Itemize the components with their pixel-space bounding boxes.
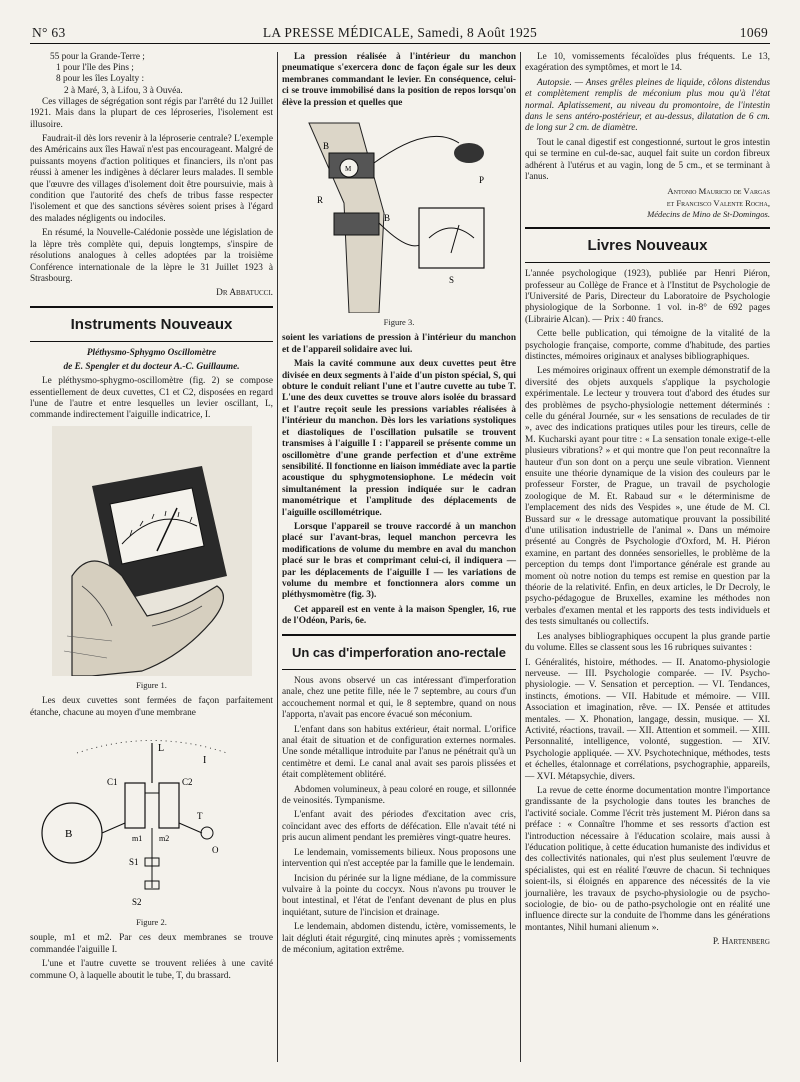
column-3 — [525, 52, 770, 955]
paragraph: Le 10, vomissements fécaloïdes plus fréquents. Le 13, exagération des symptômes, et mort le 14. — [525, 52, 770, 74]
figure-2-caption: Figure 2. — [136, 916, 167, 927]
paragraph: Cette belle publication, qui témoigne de la vitalité de la psychologie française, comporte, comme d'habitude, des parties distinctes, mémoires originaux et analyses bibliographiques. — [525, 329, 770, 362]
fig2-label: L — [157, 742, 164, 754]
section-header-box — [525, 227, 770, 263]
fig3-label: B — [384, 213, 391, 224]
signature: Dr Abbatucci. — [216, 288, 273, 299]
paragraph: Abdomen volumineux, à peau coloré en rouge, et sillonnée de veinosités. Tympanisme. — [282, 784, 516, 807]
fig2-label: T — [196, 810, 202, 821]
paragraph: La revue de cette énorme documentation montre l'importance grandissante de la psychologie dans toutes les branches de l'activité sociale. Comme l'écrit très justement M. Piéron dans sa préface : « Connaître l'homme et ses ressorts d'action est l'introduction nécessaire à l'éducation scolaire, mais aussi à l'éducation politique, à cette éducation humaniste des individus et des collectivités nationales, qui n'est plus seulement l'œuvre de spécialistes, qui est en réalité l'œuvre de chacun. Si techniques soient-ils, si éloignés en apparence des nécessités de la vie journalière, les travaux de psycho-physiologie ou de psycho-sociologie, de bio- ou de patho-psychologie ont en réalité une influence directe sur la conduite de l'homme dans les générations montantes, Nihil humani alienum ». — [525, 785, 770, 933]
paragraph: Le pléthysmo-sphygmo-oscillomètre (fig. 2) se compose essentiellement de deux cuvettes, C1 et C2, disposées en regard l'une de l'autre et entre lesquelles un levier oscillant, L, commande indirectement l'aiguille indicatrice, I. — [30, 376, 273, 421]
figure-1-illustration — [52, 426, 252, 676]
page-number: N° 63 — [32, 25, 66, 40]
paragraph: L'enfant avait des périodes d'excitation avec cris, coïncidant avec des efforts de défécation. Elle n'avait tété ni pris aucun aliment pendant les premières vingt-quatre heures. — [282, 810, 516, 844]
list-item: 1 pour l'île des Pins ; — [56, 63, 134, 74]
list-item: 8 pour les îles Loyalty : — [56, 74, 145, 85]
section-title: Livres Nouveaux — [587, 236, 708, 254]
author-signature: Antonio Mauricio de Vargas — [667, 186, 770, 197]
article-subtitle: Pléthysmo-Sphygmo Oscillomètre — [86, 348, 217, 359]
journal-title: LA PRESSE MÉDICALE, Samedi, 8 Août 1925 — [262, 25, 538, 40]
page-number-right: 1069 — [739, 25, 768, 40]
section-title: Instruments Nouveaux — [70, 315, 233, 333]
paragraph: Les deux cuvettes sont fermées de façon parfaitement étanche, chacune au moyen d'une membrane — [30, 696, 273, 718]
paragraph: Tout le canal digestif est congestionné, surtout le gros intestin qui se termine en cul-de-sac, auquel fait suite un cordon fibreux adhérent à l'utérus et au vagin, long de 5 cm., et se terminant à l'anus. — [525, 137, 770, 183]
paragraph: Lorsque l'appareil se trouve raccordé à un manchon placé sur l'avant-bras, lequel manchon percevra les modifications de volume du membre en aval du manchon placé sur le bras et comprimant celui-ci, il indiquera — par les déplacements de l'aiguille I — les variations de volume du membre et fonctionnera alors comme un pléthysmomètre (fig. 3). — [282, 521, 516, 601]
article-byline: de E. Spengler et du docteur A.-C. Guillaume. — [63, 362, 240, 373]
fig2-label: m1 — [131, 833, 142, 843]
author-signature: et Francisco Valente Rocha, — [666, 197, 770, 208]
paragraph: Les mémoires originaux offrent un exemple démonstratif de la diversité des objets auxquels s'applique la psychologie expérimentale. Le lecteur y trouvera tout d'abord des études sur des problèmes de psycho-physiologie nettement déterminés : celle du général Journée, sur « les sensations de reculades de tir », avec des indications pratiques utiles pour les tireurs, celle de M. Kucharski ayant pour titre : « La sensation tonale exige-t-elle plusieurs vibrations? » et qui montre que l'on peut reconnaître la hauteur d'un son dont on a perçu une seule vibration. Viennent ensuite une théorie dynamique de la vision des couleurs par le professeur Forster, de Prague, un travail de psychologie zoologique de M. Et. Rabaud sur « le déterminisme de l'emplacement des nids des Vespides », une étude de M. Cl. Bussard sur « le dressage automatique prouvant la possibilité d'une utilisation industrielle de l'animal ». Dans un mémoire présenté au Congrès de Psychologie d'Oxford, M. H. Piéron examine, en partant des données sensorielles, le problème de la perception du temps dont l'importance générale est grande au moment où notre notion du temps est remise en question par la théorie de la relativité. Enfin, en deux articles, le Dr Decroly, le psycho-pédagogue de Bruxelles, examine les méthodes non verbales d'examen mental et les rapports des tests individuels et des tests simultanés ou collectifs. — [525, 366, 770, 628]
column-rule — [277, 52, 278, 1062]
column-1 — [30, 52, 273, 985]
paragraph: I. Généralités, histoire, méthodes. — II. Anatomo-physiologie nerveuse. — III. Psychologie comparée. — IV. Psycho-physiologie. — V. Sensation et perception. — VI. Tendances, instincts, émotions. — VII. Habitude et mémoire. — VIII. Association et imagination, rêve. — IX. Pensée et attitudes mentales. — X. Phonation, langage, dessin, musique. — XI. Activité, réactions, travail. — XII. Attention et sommeil. — XIII. Personnalité, intelligence, volonté, suggestion. — XIV. Psychologie appliquée. — XV. Psychotechnique, méthodes, tests et échelles, étalonnage et corrélations, psychographie, appareils, — XVI. Métapsychie, divers. — [525, 657, 770, 782]
fig3-label: M — [345, 165, 352, 174]
list-item: 2 à Maré, 3, à Lifou, 3 à Ouvéa. — [64, 85, 183, 96]
fig2-label: C1 — [106, 776, 118, 787]
column-2 — [282, 52, 516, 959]
paragraph: L'une et l'autre cuvette se trouvent reliées à une cavité commune O, à laquelle aboutit le tube, T, du brassard. — [30, 959, 273, 981]
paragraph: Les analyses bibliographiques occupent la plus grande partie du volume. Elles se classent sous les 16 rubriques suivantes : — [525, 631, 770, 654]
section-header-box — [30, 306, 273, 342]
figure-3-caption: Figure 3. — [383, 317, 415, 328]
fig3-label: B — [323, 141, 330, 152]
fig2-label: S1 — [128, 856, 139, 867]
paragraph: Nous avons observé un cas intéressant d'imperforation anale, chez une petite fille, née le 7 septembre, au cours d'un accouchement normal et qui, le 8 septembre, quand on nous l'apporta, n'avait pas encore évacué son méconium. — [282, 676, 516, 721]
section-title: Un cas d'imperforation ano-rectale — [291, 644, 507, 660]
fig2-label: I — [202, 754, 206, 766]
column-rule — [520, 52, 521, 1062]
page-header — [30, 23, 770, 44]
fig2-label: B — [64, 827, 72, 840]
figure-2-diagram — [37, 723, 267, 913]
author-affiliation: Médecins de Mino de St-Domingos. — [647, 209, 770, 220]
paragraph: Le lendemain, abdomen distendu, ictère, vomissements, le lait dégluti était régurgité, cinq minutes après ; vomissements de méconium, agitation extrême. — [282, 922, 516, 955]
paragraph: Autopsie. — Anses grêles pleines de liquide, côlons distendus et complètement remplis de méconium plus mou qu'à l'état normal. Aplatissement, au niveau du promontoire, de l'intestin dans le sens antéro-postérieur, et au-dessus, dilatation de 6 cm. de long sur 2 cm. de diamètre. — [525, 77, 770, 134]
paragraph: souple, m1 et m2. Par ces deux membranes se trouve commandée l'aiguille I. — [30, 933, 273, 955]
fig2-label: S2 — [131, 896, 142, 907]
paragraph: La pression réalisée à l'intérieur du manchon pneumatique s'exercera donc de façon égale sur les deux membranes commandant le levier. En conséquence, celui-ci se trouve immobilisé dans la position de repos lorsqu'on élève la pression et quelles que — [282, 52, 516, 108]
section-header-box — [282, 634, 516, 670]
paragraph: Incision du périnée sur la ligne médiane, de la commissure vulvaire à la pointe du coccyx. Nous n'avons pu trouver le bout intestinal, et l'état de l'enfant devenant de plus en plus inquiétant, suture de l'incision et drainage. — [282, 873, 516, 918]
paragraph: soient les variations de pression à l'intérieur du manchon et de l'appareil solidaire avec lui. — [282, 333, 516, 355]
list-item: 55 pour la Grande-Terre ; — [50, 52, 145, 62]
fig3-label: P — [479, 175, 485, 186]
paragraph: L'enfant dans son habitus extérieur, était normal. L'orifice anal était de situation et de configuration externes normales. Une sonde métallique introduite par l'anus ne pénétrait qu'à un centimètre et demi. Le canal anal avait ses parois plissées et était complètement oblitéré. — [282, 724, 516, 781]
fig3-label: S — [449, 275, 455, 286]
paragraph: L'année psychologique (1923), publiée par Henri Piéron, professeur au Collège de France et à l'Institut de Psychologie de l'Université de Paris, Directeur du Laboratoire de Psychologie physiologique de la Sorbonne. 1 vol. in-8° de 692 pages (Librairie Alcan). — Prix : 40 francs. — [525, 269, 770, 325]
figure-3-illustration — [289, 113, 509, 313]
figure-1-caption: Figure 1. — [136, 679, 167, 690]
signature: P. Hartenberg — [712, 937, 770, 948]
paragraph: Mais la cavité commune aux deux cuvettes peut être divisée en deux segments à l'aide d'un piston spécial, S, qui obture le conduit reliant l'une et l'autre cuvette au tube T. L'une des deux cuvettes se trouve alors isolée du brassard et l'autre reçoit seule les pressions variables réalisées à l'intérieur du manchon. Dès lors les variations systoliques et diastoliques de l'oscillation pulsatile se trouvent transmises à l'aiguille I : l'appareil se présente comme un oscillomètre d'une grande perfection et d'une extrême sensibilité. Il fonctionne en liaison immédiate avec la partie acoustique du sphygmotensiophone. Le médecin voit simultanément la pression indiquée sur le cadran manométrique et l'amplitude des déplacements de l'aiguille oscillométrique. — [282, 359, 516, 518]
paragraph: En résumé, la Nouvelle-Calédonie possède une législation de la lèpre très complète qui, depuis longtemps, s'inspire de résolutions analogues à celles adoptées par la troisième Conférence internationale de la lèpre le 31 Juillet 1923 à Strasbourg. — [30, 228, 273, 284]
leprosy-villages-list — [30, 52, 273, 97]
paragraph: Ces villages de ségrégation sont régis par l'arrêté du 12 Juillet 1921. Mais dans la plupart de ces léproseries, l'isolement est illusoire. — [30, 96, 273, 130]
paragraph: Le lendemain, vomissements bilieux. Nous proposons une intervention qui n'est acceptée par la famille que le lendemain. — [282, 847, 516, 870]
fig3-label: R — [317, 195, 324, 206]
paragraph: Cet appareil est en vente à la maison Spengler, 16, rue de l'Odéon, Paris, 6e. — [282, 604, 516, 627]
paragraph: Faudrait-il dès lors revenir à la léproserie centrale? L'exemple des Américains aux îles Hawaï n'est pas encourageant. Malgré de puissants moyens d'action politiques et financiers, ils n'ont pas réussi à amener les indigènes à déclarer leurs malades. Il semble que l'œuvre des villages d'isolement doit être poursuivie, mais à condition que l'autorité des chefs de tribus fasse respecter l'isolement et que des sanctions sévères soient prises à l'égard des malades négligents ou indociles. — [30, 134, 273, 224]
fig2-label: C2 — [181, 776, 193, 787]
fig2-label: m2 — [158, 833, 169, 843]
fig2-label: O — [211, 844, 218, 855]
